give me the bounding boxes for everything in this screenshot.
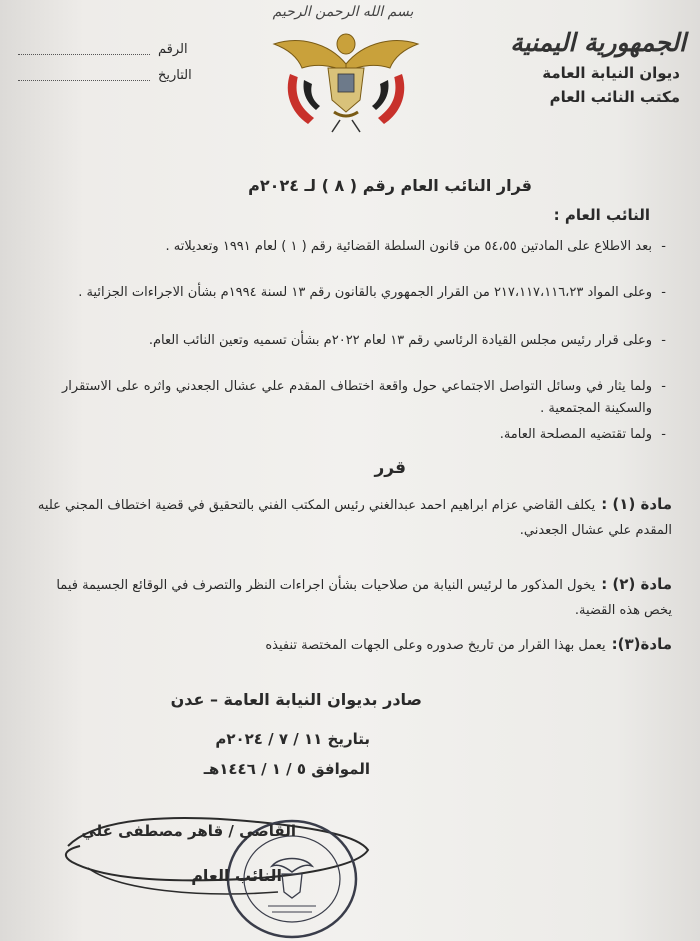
- office-name: ديوان النيابة العامة: [542, 64, 680, 82]
- article-text: يخول المذكور ما لرئيس النيابة من صلاحيات بشأن اجراءات النظر والتصرف في الوقائع الجسيمة فيما يخص هذه القضية.: [56, 578, 672, 618]
- decision-title: قرار النائب العام رقم ( ٨ ) لـ ٢٠٢٤م: [248, 176, 532, 195]
- clause-4: - ولما يثار في وسائل التواصل الاجتماعي حول واقعة اختطاف المقدم علي عشال الجعدني واثره على الاستقرار والسكينة المجتمعية .: [62, 379, 666, 416]
- article-label: مادة (١) :: [601, 495, 672, 513]
- article-text: يكلف القاضي عزام ابراهيم احمد عبدالغني رئيس المكتب الفني بالتحقيق في قضية اختطاف المجني عليه المقدم علي عشال الجعدني.: [37, 498, 672, 538]
- article-label: مادة (٢) :: [601, 575, 672, 593]
- article-1: [32, 492, 672, 543]
- number-field-line: [18, 54, 150, 55]
- decides-heading: قرر: [374, 458, 406, 478]
- clause-5: - ولما تقتضيه المصلحة العامة.: [499, 427, 666, 442]
- eagle-emblem-icon: [268, 24, 424, 136]
- issued-at: صادر بديوان النيابة العامة – عدن: [170, 690, 422, 709]
- article-3: [32, 632, 672, 658]
- clause-1: - بعد الاطلاع على المادتين ٥٤،٥٥ من قانون السلطة القضائية رقم ( ١ ) لعام ١٩٩١ وتعديلاته .: [165, 239, 666, 254]
- signer-title: النائب العام: [191, 866, 282, 885]
- basmala: بسم الله الرحمن الرحيم: [272, 4, 414, 20]
- gregorian-date: بتاريخ ١١ / ٧ / ٢٠٢٤م: [215, 730, 370, 748]
- date-field-line: [18, 80, 150, 81]
- attorney-general-label: النائب العام :: [553, 206, 650, 224]
- republic-name: الجمهورية اليمنية: [510, 28, 686, 57]
- office-subname: مكتب النائب العام: [549, 88, 680, 106]
- hijri-date: الموافق ٥ / ١ / ١٤٤٦هـ: [203, 760, 370, 778]
- article-text: يعمل بهذا القرار من تاريخ صدوره وعلى الجهات المختصة تنفيذه: [265, 638, 606, 653]
- article-label: مادة(٣):: [611, 635, 672, 653]
- date-label: التاريخ: [158, 68, 192, 83]
- number-label: الرقم: [158, 42, 188, 57]
- clause-2: - وعلى المواد ٢١٧،١١٧،١١٦،٢٣ من القرار الجمهوري بالقانون رقم ١٣ لسنة ١٩٩٤م بشأن الاجراءات الجزائية .: [78, 285, 666, 300]
- signer-name: القاضي / قاهر مصطفى علي: [81, 822, 296, 840]
- article-2: [32, 572, 672, 623]
- clause-3: - وعلى قرار رئيس مجلس القيادة الرئاسي رقم ١٣ لعام ٢٠٢٢م بشأن تسميه وتعين النائب العام.: [148, 333, 666, 348]
